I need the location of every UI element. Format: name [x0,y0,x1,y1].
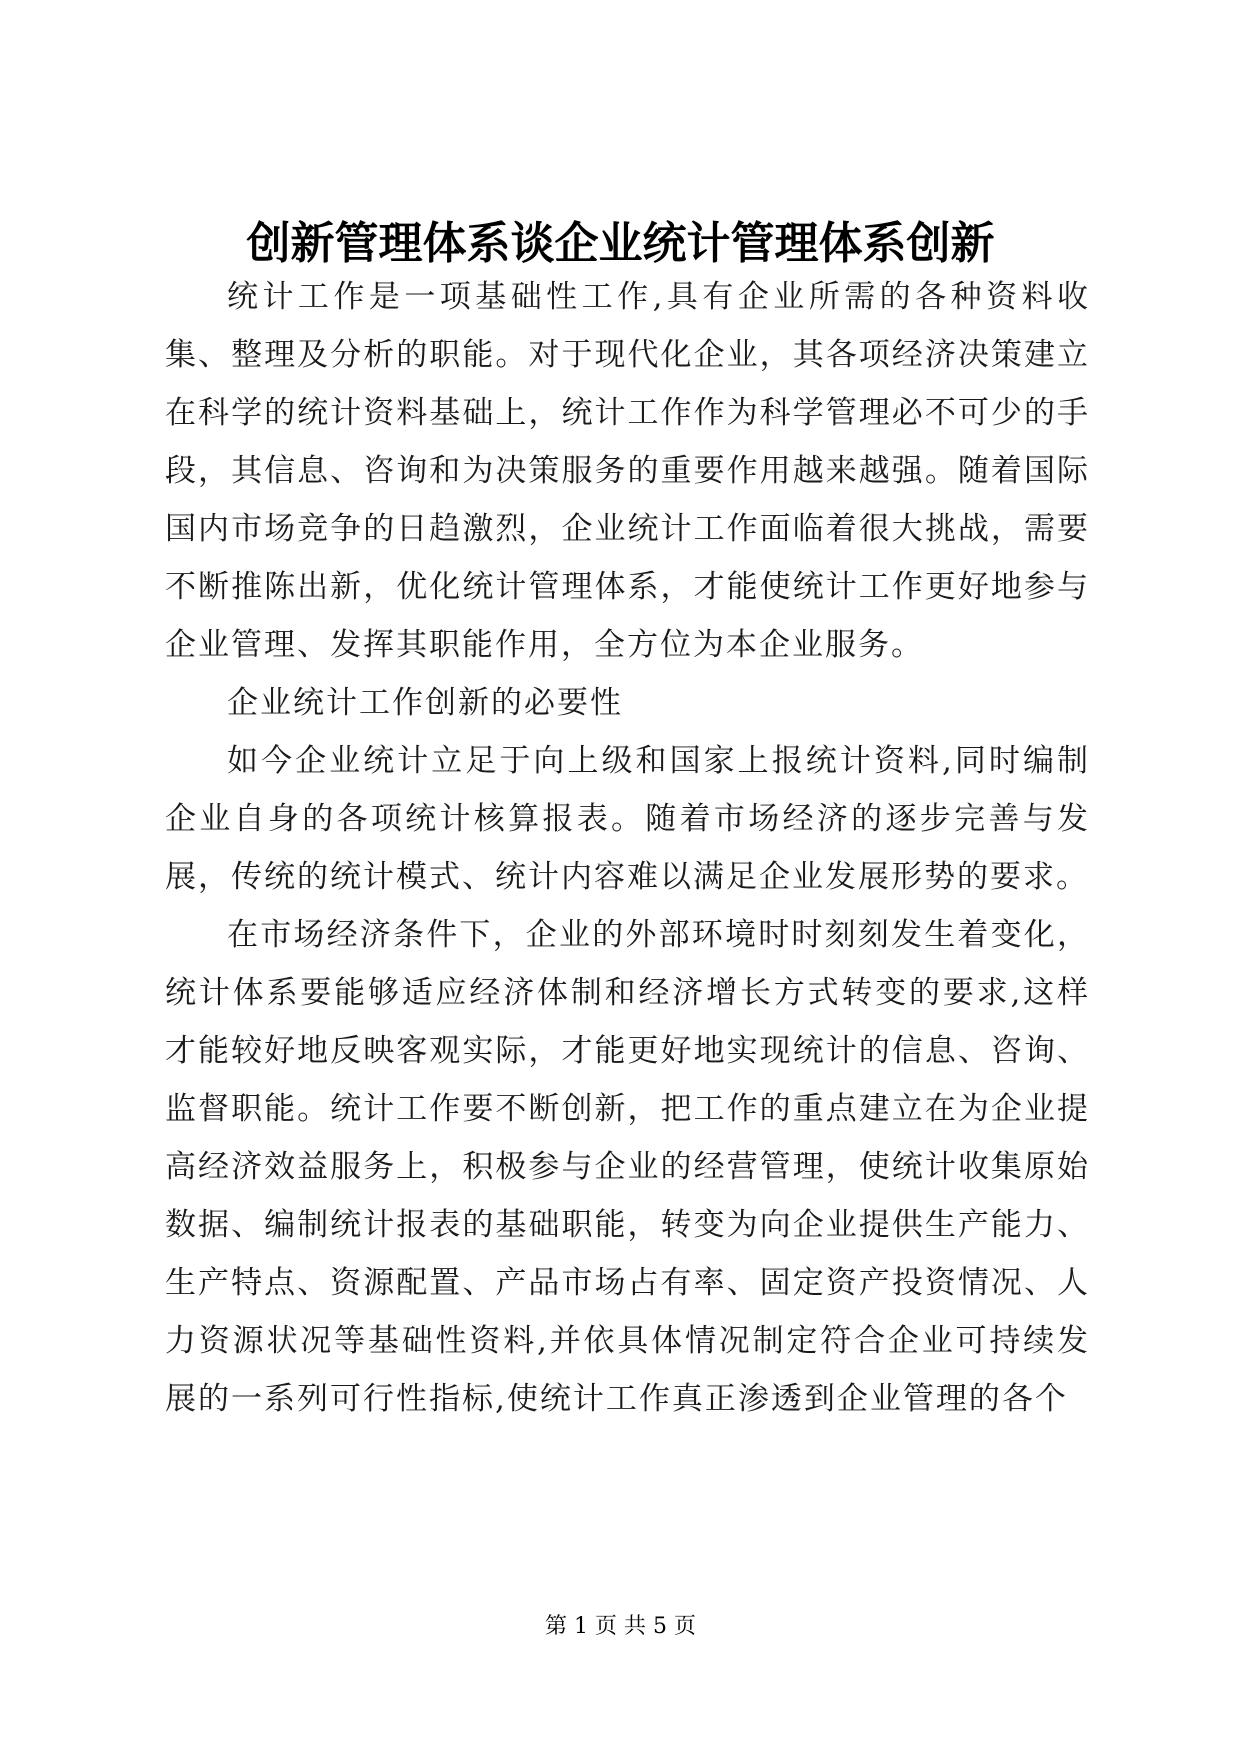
paragraph-necessity: 如今企业统计立足于向上级和国家上报统计资料,同时编制企业自身的各项统计核算报表。随着市场经济的逐步完善与发展，传统的统计模式、统计内容难以满足企业发展形势的要求。 [165,743,1090,895]
paragraph-market-economy: 在市场经济条件下，企业的外部环境时时刻刻发生着变化，统计体系要能够适应经济体制和经济增长方式转变的要求,这样才能较好地反映客观实际，才能更好地实现统计的信息、咨询、监督职能。统计工作要不断创新，把工作的重点建立在为企业提高经济效益服务上，积极参与企业的经营管理，使统计收集原始数据、编制统计报表的基础职能，转变为向企业提供生产能力、生产特点、资源配置、产品市场占有率、固定资产投资情况、人力资源状况等基础性资料,并依具体情况制定符合企业可持续发展的一系列可行性指标,使统计工作真正渗透到企业管理的各个 [165,917,1090,1417]
page-number-footer: 第 1 页 共 5 页 [545,1614,696,1639]
section-heading: 企业统计工作创新的必要性 [227,685,623,721]
paragraph-intro: 统计工作是一项基础性工作,具有企业所需的各种资料收集、整理及分析的职能。对于现代化企业，其各项经济决策建立在科学的统计资料基础上，统计工作作为科学管理必不可少的手段，其信息、咨询和为决策服务的重要作用越来越强。随着国际国内市场竞争的日趋激烈，企业统计工作面临着很大挑战，需要不断推陈出新，优化统计管理体系，才能使统计工作更好地参与企业管理、发挥其职能作用，全方位为本企业服务。 [165,279,1090,663]
document-body [165,268,1090,1428]
document-title: 创新管理体系谈企业统计管理体系创新 [246,218,995,269]
